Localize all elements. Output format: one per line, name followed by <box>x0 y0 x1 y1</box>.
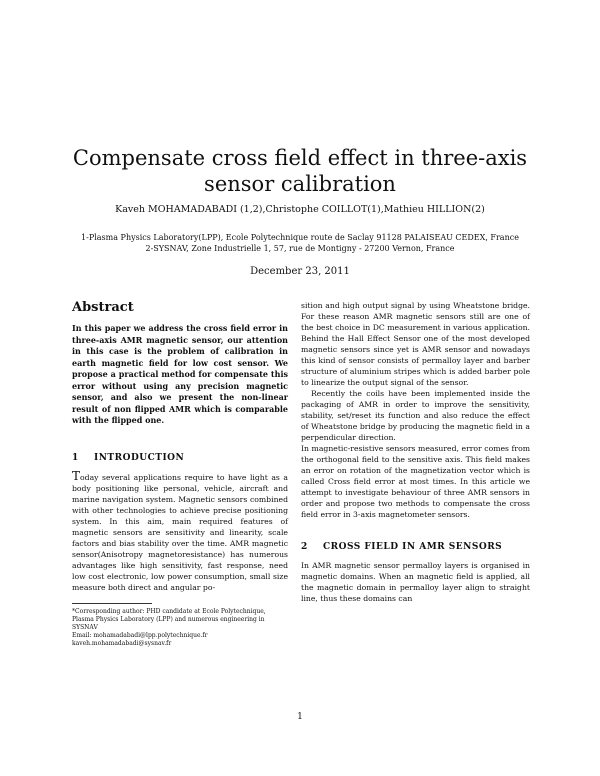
right-paragraph-3: In magnetic-resistive sensors measured, error comes from the orthogonal field to the sensitive axis. This field makes an error on rotation of the magnetization vector which is called Cross field error at most times. In this article we attempt to investigate behaviour of three AMR sensors in order and propose two methods to compensate the cross field error in 3-axis magnetometer sensors. <box>301 444 530 519</box>
dropcap-letter: T <box>72 468 81 483</box>
section-2-number: 2 <box>301 542 308 552</box>
paper-title: Compensate cross field effect in three-axis sensor calibration <box>72 146 528 196</box>
right-paragraph-1: sition and high output signal by using Wheatstone bridge. For these reason AMR magnetic sensors still are one of the best choice in DC measurement in various application. Behind the Hall Effect Sensor one of the most developed magnetic sensors since yet is AMR sensor and nowadays this kind of sensor consists of permalloy layer and barber structure of aluminium stripes which is added barber pole to linearize the output signal of the sensor. <box>301 301 530 387</box>
intro-paragraph-text: oday several applications require to have light as a body positioning like personal, vehicle, aircraft and marine navigation system. Magnetic sensors combined with other technologies to achieve precise positioning system. In this aim, main required features of magnetic sensors are sensitivity and linearity, scale factors and bias stability over the time. AMR magnetic sensor(Anisotropy magnetoresistance) has numerous advantages like high sensitivity, fast response, need low cost electronic, low power consumption, small size measure both direct and angular po- <box>72 472 288 592</box>
abstract-heading: Abstract <box>72 300 134 315</box>
affiliation-2: 2-SYSNAV, Zone Industrielle 1, 57, rue de Montigny - 27200 Vernon, France <box>145 244 455 253</box>
section-2-title: CROSS FIELD IN AMR SENSORS <box>323 542 503 552</box>
section-1-title: INTRODUCTION <box>94 452 185 463</box>
footnote-email-1: Email: mohamadabadi@lpp.polytechnique.fr <box>72 631 208 639</box>
intro-paragraph <box>72 468 288 593</box>
footnote-author: *Corresponding author: PHD candidate at Ecole Polytechnique, Plasma Physics Laboratory (LPP) and numerous engineering in SYSNAV <box>72 607 266 631</box>
left-column <box>72 300 288 648</box>
abstract-text: In this paper we address the cross field error in three-axis AMR magnetic sensor, our attention in this case is the problem of calibration in earth magnetic field for low cost sensor. We propose a practical method for compensate this error without using any precision magnetic sensor, and also we present the non-linear result of non flipped AMR which is comparable with the flipped one. <box>72 323 288 425</box>
section-2-paragraph: In AMR magnetic sensor permalloy layers is organised in magnetic domains. When an magnetic field is applied, all the magnetic domain in permalloy layer align to straight line, thus these domains can <box>301 561 530 603</box>
affiliation-1: 1-Plasma Physics Laboratory(LPP), Ecole Polytechnique route de Saclay 91128 PALAISEAU CEDEX, France <box>81 233 519 242</box>
right-column <box>301 300 530 604</box>
paper-date: December 23, 2011 <box>250 266 350 277</box>
affiliations <box>40 232 560 254</box>
section-1-heading <box>72 453 288 463</box>
right-paragraph-2: Recently the coils have been implemented inside the packaging of AMR in order to improve the sensitivity, stability, set/reset its function and also reduce the effect of Wheatstone bridge by producing the magnetic field in a perpendicular direction. <box>301 389 530 442</box>
section-1-number: 1 <box>72 452 79 463</box>
footnote-divider <box>72 603 152 604</box>
author-list: Kaveh MOHAMADABADI (1,2),Christophe COILLOT(1),Mathieu HILLION(2) <box>115 204 485 215</box>
section-2-heading <box>301 542 530 552</box>
page-number: 1 <box>297 712 303 722</box>
footnote-email-2: kaveh.mohamadabadi@sysnav.fr <box>72 639 172 647</box>
